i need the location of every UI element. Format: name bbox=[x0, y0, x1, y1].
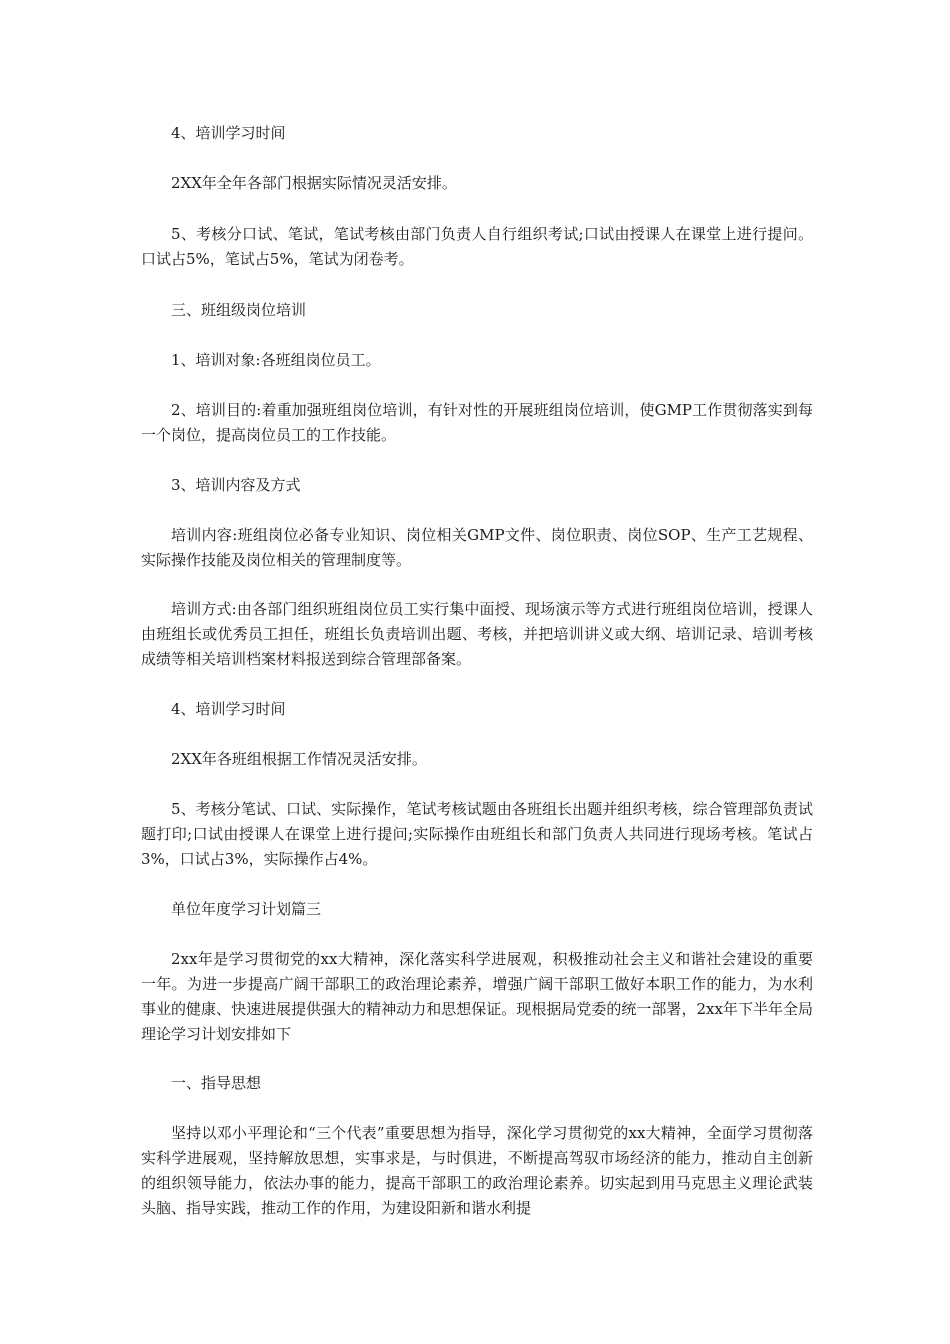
section-heading-team-training: 三、班组级岗位培训 bbox=[171, 301, 307, 319]
paragraph-team-assessment: 5、考核分笔试、口试、实际操作，笔试考核试题由各班组长出题并组织考核，综合管理部负责试题打印;口试由授课人在课堂上进行提问;实际操作由班组长和部门负责人共同进行现场考核。笔试占3%，口试占3%，实际操作占4%。 bbox=[141, 800, 813, 868]
heading-guiding-thought: 一、指导思想 bbox=[171, 1074, 262, 1092]
paragraph-training-method: 培训方式:由各部门组织班组岗位员工实行集中面授、现场演示等方式进行班组岗位培训，授课人由班组长或优秀员工担任，班组长负责培训出题、考核，并把培训讲义或大纲、培训记录、培训考核成绩等相关培训档案材料报送到综合管理部备案。 bbox=[141, 600, 813, 668]
paragraph-plan-intro: 2xx年是学习贯彻党的xx大精神，深化落实科学进展观，积极推动社会主义和谐社会建设的重要一年。为进一步提高广阔干部职工的政治理论素养，增强广阔干部职工做好本职工作的能力，为水利事业的健康、快速进展提供强大的精神动力和思想保证。现根据局党委的统一部署，2xx年下半年全局理论学习计划安排如下 bbox=[141, 950, 813, 1043]
heading-training-time: 4、培训学习时间 bbox=[171, 124, 286, 142]
paragraph-training-purpose: 2、培训目的:着重加强班组岗位培训，有针对性的开展班组岗位培训，使GMP工作贯彻落实到每一个岗位，提高岗位员工的工作技能。 bbox=[141, 401, 813, 444]
section-title-plan-three: 单位年度学习计划篇三 bbox=[171, 900, 322, 918]
paragraph-department-schedule: 2XX年全年各部门根据实际情况灵活安排。 bbox=[171, 174, 457, 192]
paragraph-training-content: 培训内容:班组岗位必备专业知识、岗位相关GMP文件、岗位职责、岗位SOP、生产工艺规程、实际操作技能及岗位相关的管理制度等。 bbox=[141, 526, 813, 569]
paragraph-department-assessment: 5、考核分口试、笔试，笔试考核由部门负责人自行组织考试;口试由授课人在课堂上进行提问。口试占5%，笔试占5%，笔试为闭卷考。 bbox=[141, 225, 813, 268]
paragraph-team-schedule: 2XX年各班组根据工作情况灵活安排。 bbox=[171, 750, 427, 768]
paragraph-training-target: 1、培训对象:各班组岗位员工。 bbox=[171, 351, 381, 369]
paragraph-guiding-thought: 坚持以邓小平理论和“三个代表”重要思想为指导，深化学习贯彻党的xx大精神，全面学习贯彻落实科学进展观，坚持解放思想，实事求是，与时俱进，不断提高驾驭市场经济的能力，推动自主创新的组织领导能力，依法办事的能力，提高干部职工的政治理论素养。切实起到用马克思主义理论武装头脑、指导实践，推动工作的作用，为建设阳新和谐水利提 bbox=[141, 1124, 813, 1217]
heading-training-content-method: 3、培训内容及方式 bbox=[171, 476, 301, 494]
document-page bbox=[141, 0, 813, 1344]
heading-training-time-2: 4、培训学习时间 bbox=[171, 700, 286, 718]
